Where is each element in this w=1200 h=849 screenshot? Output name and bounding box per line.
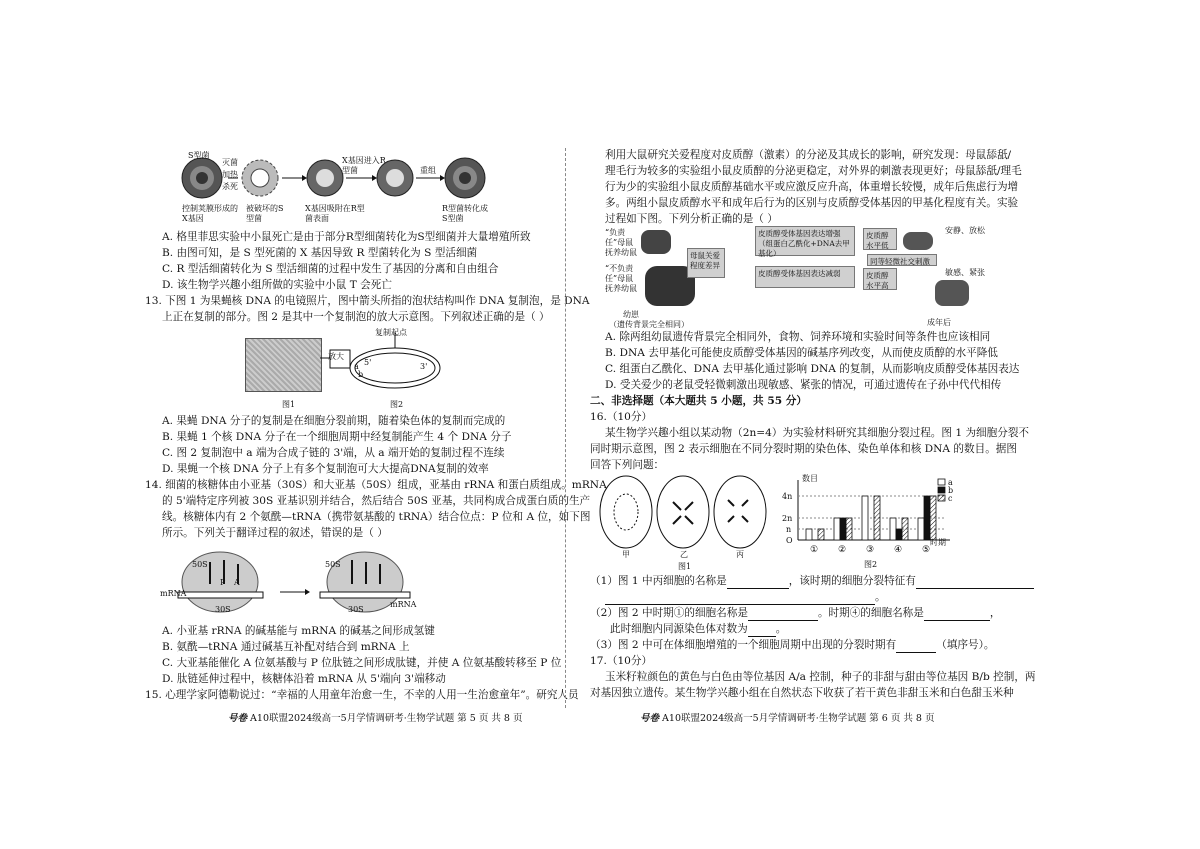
chart-bar-a	[890, 518, 896, 540]
fig-label-x-enter: X基因进入R型菌	[342, 156, 386, 175]
q16-q1-text2: ，该时期的细胞分裂特征有	[788, 575, 916, 587]
q16-q1-blank2[interactable]	[916, 577, 1034, 589]
chart-xtick: ②	[838, 545, 847, 555]
legend-c: c	[948, 494, 953, 503]
q14-30s-left: 30S	[215, 605, 231, 614]
q13-origin-label: 复制起点	[375, 328, 407, 337]
transformation-figure	[170, 148, 500, 226]
fig-label-s-strain: S型菌	[188, 151, 210, 160]
q16-stem-line2: 同时期示意图，图 2 表示细胞在不同分裂时期的染色体、染色单体和核 DNA 的数目。据图	[590, 443, 1017, 455]
q13-stem-line1: 13. 下图 1 为果蝇核 DNA 的电镜照片，图中箭头所指的泡状结构叫作 DNA 复制泡，是 DNA	[145, 295, 590, 307]
q16-q2-blank2[interactable]	[924, 609, 990, 621]
chart-ytick-n: n	[786, 525, 792, 534]
q16-q3-text: （3）图 2 中可在体细胞增殖的一个细胞周期中出现的分裂时期有	[590, 639, 897, 651]
chart-bar-a	[806, 529, 812, 540]
q12-option-a: A. 格里菲思实验中小鼠死亡是由于部分R型细菌转化为S型细菌并大量增殖所致	[162, 231, 531, 243]
q16-stem-line3: 回答下列问题：	[590, 459, 665, 471]
q16-q1-blank3[interactable]	[605, 593, 875, 605]
chart-bar-b	[840, 518, 846, 540]
q15-cont-line2: 理毛行为较多的实验组小鼠皮质醇的分泌更稳定，对外界的刺激表现更好；母鼠舔舐/理毛	[605, 165, 1022, 177]
legend-b: b	[948, 486, 954, 495]
chart-bar-a	[918, 518, 924, 540]
q17-stem-line1: 玉米籽粒颜色的黄色与白色由等位基因 A/a 控制，种子的非甜与甜由等位基因 B/b 控制，两	[605, 671, 1036, 683]
q16-q1-blank1[interactable]	[727, 577, 789, 589]
expr-down-box: 皮质醇受体基因表达减弱	[755, 266, 855, 288]
q15-cont-line4: 多。两组小鼠皮质醇水平和成年后行为的区别与皮质醇受体基因的甲基化程度有关。实验	[605, 197, 1019, 209]
chart-xtick: ①	[810, 545, 819, 555]
chart-bar-c	[874, 496, 880, 540]
q13-5prime: 5'	[364, 358, 372, 367]
q16-q2-text2: 。时期④的细胞名称是	[817, 607, 924, 619]
q13-enlarge-label: 放大	[328, 352, 344, 361]
chart-bar-b	[896, 529, 902, 540]
q14-stem-line3: 线。核糖体内有 2 个氨酰—tRNA（携带氨基酸的 tRNA）结合位点：P 位和 A 位，如下图	[162, 511, 591, 523]
q14-stem-line4: 所示。下列关于翻译过程的叙述，错误的是（ ）	[162, 527, 388, 539]
left-footer-text: A10联盟2024级高一5月学情调研考·生物学试题 第 5 页 共 8 页	[250, 713, 523, 724]
q15-cont-line1: 利用大鼠研究关爱程度对皮质醇（激素）的分泌及其成长的影响，研究发现：母鼠舔舐/	[605, 149, 1012, 161]
q16-q2b	[610, 622, 786, 637]
social-box: 同等轻微社交刺激	[867, 254, 937, 266]
q15-stem-start: 15. 心理学家阿德勒说过：“幸福的人用童年治愈一生，不幸的人用一生治愈童年”。研究人员	[145, 689, 579, 701]
legend-swatch-c	[938, 495, 945, 501]
q16-q2-text1: （2）图 2 中时期①的细胞名称是	[590, 607, 748, 619]
q16-q2-end: ，	[989, 607, 1001, 619]
mom1-label: “负责任”母鼠抚养幼鼠	[605, 228, 637, 257]
q16-header: 16.（10分）	[590, 411, 653, 423]
chart-bar-c	[902, 518, 908, 540]
q14-mrna-right: mRNA	[390, 600, 417, 609]
chart-ytick-2n: 2n	[782, 514, 793, 523]
q13-fig2-caption: 图2	[390, 400, 404, 409]
adult-calm-image	[903, 232, 933, 250]
q13-a-label: a	[354, 362, 359, 371]
chart-bar-c	[818, 529, 824, 540]
chart-bar-a	[834, 518, 840, 540]
q16-q1-end: 。	[875, 591, 886, 603]
fig-label-recombine: 重组	[420, 166, 436, 175]
q12-option-d: D. 该生物学兴趣小组所做的实验中小鼠 T 会死亡	[162, 279, 392, 291]
fig-label-heat: 加热	[222, 170, 238, 179]
q16-q1-text1: （1）图 1 中丙细胞的名称是	[590, 575, 727, 587]
chart-xlabel: 时期	[930, 538, 946, 547]
chart-xtick: ⑤	[922, 545, 931, 555]
q14-stem-line1: 14. 细菌的核糖体由小亚基（30S）和大亚基（50S）组成，亚基由 rRNA 和蛋白质组成。mRNA	[145, 479, 607, 491]
q15-cont-line5: 过程如下图。下列分析正确的是（ ）	[605, 213, 778, 225]
q16-q2b-text: 此时细胞内同源染色体对数为	[610, 623, 748, 635]
chart-bar-c	[846, 518, 852, 540]
q14-option-b: B. 氨酰—tRNA 通过碱基互补配对结合到 mRNA 上	[162, 641, 410, 653]
level-high-box: 皮质醇水平高	[863, 268, 897, 290]
chart-xtick: ③	[866, 545, 875, 555]
q16-q2a	[590, 606, 1000, 621]
fig-label-x-gene: 控制荚膜形成的X基因	[182, 204, 238, 223]
chart-ytick-4n: 4n	[782, 492, 793, 501]
q14-a-site: A	[234, 578, 240, 587]
q14-option-c: C. 大亚基能催化 A 位氨基酸与 P 位肽链之间形成肽键，并使 A 位氨基酸转移至 P 位	[162, 657, 562, 669]
q16-q3	[590, 638, 995, 653]
q15-option-a: A. 除两组幼鼠遗传背景完全相同外，食物、饲养环境和实验时间等条件也应该相同	[605, 331, 991, 343]
q13-3prime: 3'	[420, 362, 428, 371]
em-photo	[245, 338, 322, 392]
chart-bar-b	[924, 496, 930, 540]
q16-q2b-blank[interactable]	[748, 625, 776, 637]
care-box: 母鼠关爱程度差异	[687, 248, 725, 278]
tense-label: 敏感、紧张	[945, 268, 985, 277]
chart-xtick: ④	[894, 545, 903, 555]
q16-q1-line2	[605, 590, 886, 605]
fig-label-x-adsorb: X基因吸附在R型菌表面	[305, 204, 365, 223]
chart-ylabel: 数目	[802, 474, 818, 483]
brand-logo: 号卷	[228, 713, 248, 724]
chart-bar-a	[862, 496, 868, 540]
q16-q2-blank1[interactable]	[748, 609, 818, 621]
cell-yi-label: 乙	[680, 550, 688, 559]
q14-option-a: A. 小亚基 rRNA 的碱基能与 mRNA 的碱基之间形成氢键	[162, 625, 435, 637]
chart-origin: O	[786, 536, 793, 545]
chart-bar-c	[930, 496, 936, 540]
section-2-title: 二、非选择题（本大题共 5 小题，共 55 分）	[590, 395, 807, 407]
q15-option-d: D. 受关爱少的老鼠受轻微刺激出现敏感、紧张的情况，可通过遗传在子孙中代代相传	[605, 379, 1002, 391]
q16-fig2-caption: 图2	[864, 560, 878, 569]
cell-bing-label: 丙	[736, 550, 744, 559]
q15-figure	[605, 226, 985, 330]
adult-label: 成年后	[927, 318, 951, 327]
q16-q3-blank[interactable]	[896, 641, 936, 653]
q14-mrna-left: mRNA	[160, 589, 187, 598]
q16-cell-figure	[598, 472, 768, 572]
q16-fig1-caption: 图1	[678, 562, 692, 571]
q13-option-b: B. 果蝇 1 个核 DNA 分子在一个细胞周期中经复制能产生 4 个 DNA 分子	[162, 431, 512, 443]
fig-label-r-to-s: R型菌转化成S型菌	[442, 204, 489, 223]
q16-q2b-end: 。	[775, 623, 787, 635]
q14-50s-right: 50S	[325, 560, 341, 569]
pups-label: 幼崽	[623, 310, 639, 319]
fig-label-sterilize: 灭菌	[222, 158, 238, 167]
brand-logo-right: 号卷	[640, 713, 660, 724]
mom2-label: “不负责任”母鼠抚养幼鼠	[605, 264, 637, 293]
right-footer	[640, 710, 934, 724]
q13-option-d: D. 果蝇一个核 DNA 分子上有多个复制泡可大大提高DNA复制的效率	[162, 463, 489, 475]
q16-q1	[590, 574, 1034, 589]
adult-tense-image	[935, 280, 969, 306]
q12-option-c: C. R 型活细菌转化为 S 型活细菌的过程中发生了基因的分离和自由组合	[162, 263, 499, 275]
legend-swatch-b	[938, 487, 945, 493]
q14-stem-line2: 的 5'端特定序列被 30S 亚基识别并结合，然后结合 50S 亚基，共同构成合成蛋白质的生产	[162, 495, 591, 507]
cell-jia-label: 甲	[622, 550, 630, 559]
level-low-box: 皮质醇水平低	[863, 228, 897, 250]
q14-option-d: D. 肽链延伸过程中，核糖体沿着 mRNA 从 5'端向 3'端移动	[162, 673, 446, 685]
q12-option-b: B. 由图可知，是 S 型死菌的 X 基因导致 R 型菌转化为 S 型活细菌	[162, 247, 478, 259]
q15-cont-line3: 行为少的实验组小鼠皮质醇基础水平或应激反应升高，体重增长较慢，成年后焦虑行为增	[605, 181, 1019, 193]
left-footer	[228, 710, 522, 724]
q14-30s-right: 30S	[348, 605, 364, 614]
expr-up-box: 皮质醇受体基因表达增强（组蛋白乙酰化+DNA去甲基化）	[755, 226, 855, 256]
replication-bubble	[320, 328, 450, 396]
q17-stem-line2: 对基因独立遗传。某生物学兴趣小组在自然状态下收获了若干黄色非甜玉米和白色甜玉米种	[590, 687, 1014, 699]
q13-option-c: C. 图 2 复制泡中 a 端为合成子链的 3'端，从 a 端开始的复制过程不连续	[162, 447, 505, 459]
q14-p-site: P	[220, 578, 226, 587]
pups-note: （遗传背景完全相同）	[609, 320, 689, 329]
fig-label-destroyed: 被破坏的S型菌	[246, 204, 284, 223]
q13-option-a: A. 果蝇 DNA 分子的复制是在细胞分裂前期，随着染色体的复制而完成的	[162, 415, 506, 427]
q16-stem-line1: 某生物学兴趣小组以某动物（2n=4）为实验材料研究其细胞分裂过程。图 1 为细胞分裂不	[605, 427, 1030, 439]
cell-diagrams	[598, 472, 768, 552]
q16-chart	[780, 472, 960, 572]
q16-q3-end: （填序号）。	[936, 639, 995, 651]
q14-50s-left: 50S	[192, 560, 208, 569]
q13-stem-line2: 上正在复制的部分。图 2 是其中一个复制泡的放大示意图。下列叙述正确的是（ ）	[162, 311, 550, 323]
q13-fig1-caption: 图1	[282, 400, 296, 409]
q15-option-b: B. DNA 去甲基化可能使皮质醇受体基因的碱基序列改变，从而使皮质醇的水平降低	[605, 347, 998, 359]
right-footer-text: A10联盟2024级高一5月学情调研考·生物学试题 第 6 页 共 8 页	[662, 713, 935, 724]
legend-a: a	[948, 478, 953, 487]
calm-label: 安静、放松	[945, 226, 985, 235]
q17-header: 17.（10分）	[590, 655, 653, 667]
page-divider	[565, 148, 566, 708]
q13-figure	[240, 328, 450, 410]
q13-b-label: b	[358, 370, 364, 379]
fig-label-kill: 杀死	[222, 182, 238, 191]
q15-option-c: C. 组蛋白乙酰化、DNA 去甲基化通过影响 DNA 的复制，从而影响皮质醇受体基因表达	[605, 363, 1020, 375]
legend-swatch-a	[938, 479, 945, 485]
q14-figure	[160, 542, 430, 620]
mom1-image	[641, 230, 671, 254]
